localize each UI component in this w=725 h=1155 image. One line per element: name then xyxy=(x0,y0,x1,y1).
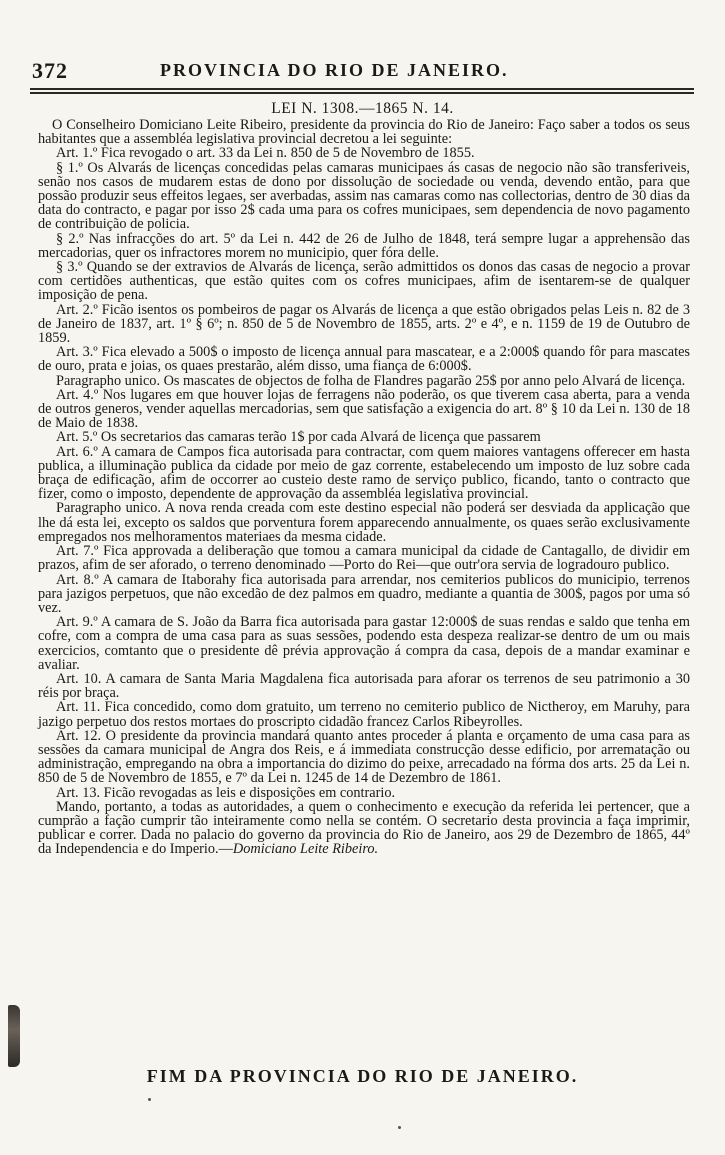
article-6-paragraph-unico: Paragrapho unico. A nova renda creada com este destino especial não poderá ser desviada da applicação que lhe dá esta lei, excepto os saldos que porventura forem apparecendo annualmente, os quaes serão exclusivamente empregados nos melhoramentos materiaes da mesma cidade. xyxy=(38,500,690,545)
preamble: O Conselheiro Domiciano Leite Ribeiro, presidente da provincia do Rio de Janeiro: Faço saber a todos os seus habitantes que a assembléa legislativa provincial decretou a lei seguinte: xyxy=(38,117,690,148)
ink-speck xyxy=(398,1126,401,1129)
law-title: LEI N. 1308.—1865 N. 14. xyxy=(271,100,454,117)
article-8: Art. 8.º A camara de Itaborahy fica autorisada para arrendar, nos cemiterios publicos do municipio, terrenos para jazigos perpetuos, que não excedão de dez palmos em quadro, mediante a quantia de 300$, pagos por uma só vez. xyxy=(38,571,690,616)
article-7: Art. 7.º Fica approvada a deliberação que tomou a camara municipal da cidade de Cantagallo, de dividir em prazos, afim de ser aforado, o terreno denominado —Porto do Rei—que outr'ora servia de logradouro publico. xyxy=(38,543,690,574)
article-3-paragraph-unico: Paragrapho unico. Os mascates de objectos de folha de Flandres pagarão 25$ por anno pelo Alvará de licença. xyxy=(56,372,686,389)
header-rule-thin xyxy=(30,93,694,94)
article-4: Art. 4.º Nos lugares em que houver lojas de ferragens não poderão, os que tiverem casa aberta, para a venda de outros generos, vender aquellas mercadorias, sem que satisfação a exigencia do art. 8º § 10 da Lei n. 130 de 18 de Maio de 1838. xyxy=(38,386,690,432)
enactment-clause xyxy=(38,800,690,857)
article-6: Art. 6.º A camara de Campos fica autorisada para contractar, com quem maiores vantagens offerecer em hasta publica, a illuminação publica da cidade por meio de gaz corrente, estabelecendo um imposto de luz sobre cada braça de edificação, afim de occorrer ao custeio deste ramo de serviço publico, ficando, tanto o contracto que fizer, como o imposto, dependente de approvação da assembléa legislativa provincial. xyxy=(38,443,690,503)
ink-speck xyxy=(148,1098,151,1101)
article-13: Art. 13. Ficão revogadas as leis e disposições em contrario. xyxy=(56,784,396,801)
article-2: Art. 2.º Ficão isentos os pombeiros de pagar os Alvarás de licença a que estão obrigados pelas Leis n. 82 de 3 de Janeiro de 1837, art. 1º § 6º; n. 850 de 5 de Novembro de 1855, arts. 2º e 4º, e n. 1159 de 19 de Outubro de 1859. xyxy=(38,301,690,347)
page-header xyxy=(32,58,692,84)
article-5: Art. 5.º Os secretarios das camaras terão 1$ por cada Alvará de licença que passarem xyxy=(56,429,541,446)
signature: Domiciano Leite Ribeiro. xyxy=(232,841,379,858)
running-title: PROVINCIA DO RIO DE JANEIRO. xyxy=(160,60,509,80)
article-12: Art. 12. O presidente da provincia mandará quanto antes proceder á planta e orçamento de uma casa para as sessões da camara municipal de Angra dos Reis, e á immediata construcção desse edificio, por arrematação ou administração, empregando na obra a importancia do dizimo do peixe, arrecadado na fórma dos arts. 25 da Lei n. 850 de 5 de Novembro de 1855, e 7º da Lei n. 1245 de 14 de Dezembro de 1861. xyxy=(38,727,690,787)
closing-title: FIM DA PROVINCIA DO RIO DE JANEIRO. xyxy=(146,1066,579,1086)
article-3: Art. 3.º Fica elevado a 500$ o imposto de licença annual para mascatear, e a 2:000$ quando fôr para mascates de ouro, prata e joias, os quaes prestarão, além disso, uma fiança de 6:000$. xyxy=(38,344,690,375)
article-9: Art. 9.º A camara de S. João da Barra fica autorisada para gastar 12:000$ de suas rendas e saldo que tenha em cofre, com a compra de uma casa para as suas sessões, podendo esta despeza realizar-se dentro de um ou mais exercicios, comtanto que o presidente dê prévia approvação á compra da casa, depois de a mandar examinar e avaliar. xyxy=(38,614,690,673)
enactment-text: Mando, portanto, a todas as autoridades, a quem o conhecimento e execução da referida lei pertencer, que a cumprão a fação cumprir tão inteiramente como nella se contém. O secretario desta provincia a faça imprimir, publicar e correr. Dada no palacio do governo da provincia do Rio de Janeiro, aos 29 de Dezembro de 1865, 44º da Independencia e do Imperio.— xyxy=(38,798,690,858)
article-1-section-3: § 3.º Quando se der extravios de Alvarás de licença, serão admittidos os donos das casas de negocio a provar com certidões authenticas, que estão quites com os cofres municipaes, afim de isentarem-se de qualquer imposição de pena. xyxy=(38,259,690,304)
article-1-section-2: § 2.º Nas infracções do art. 5º da Lei n. 442 de 26 de Julho de 1848, terá sempre lugar a apprehensão das mercadorias, quer os infractores morem no municipio, quer fóra delle. xyxy=(38,230,690,261)
article-10: Art. 10. A camara de Santa Maria Magdalena fica autorisada para aforar os terrenos de seu patrimonio a 30 réis por braça. xyxy=(38,670,690,702)
article-11: Art. 11. Fica concedido, como dom gratuito, um terreno no cemiterio publico de Nictheroy, em Maruhy, para jazigo perpetuo dos restos mortaes do proscripto cidadão francez Carlos Ribeyrolles. xyxy=(38,699,690,730)
article-1-section-1: § 1.º Os Alvarás de licenças concedidas pelas camaras municipaes ás casas de negocio não são transferiveis, senão nos casos de mudarem estas de dono por dissolução de sociedade ou venda, devendo então, para que possão produzir seus effeitos legaes, ser averbadas, assim nas camaras como nas collectorias, dentro de 30 dias da data do contracto, e pagar por isso 2$ cada uma para os cofres municipaes, sem dependencia de novo pagamento de contribuição de policia. xyxy=(38,159,690,233)
page-edge-mark xyxy=(8,1005,20,1067)
article-1: Art. 1.º Fica revogado o art. 33 da Lei n. 850 de 5 de Novembro de 1855. xyxy=(56,145,475,162)
law-body xyxy=(38,118,690,857)
page-number: 372 xyxy=(32,58,68,83)
